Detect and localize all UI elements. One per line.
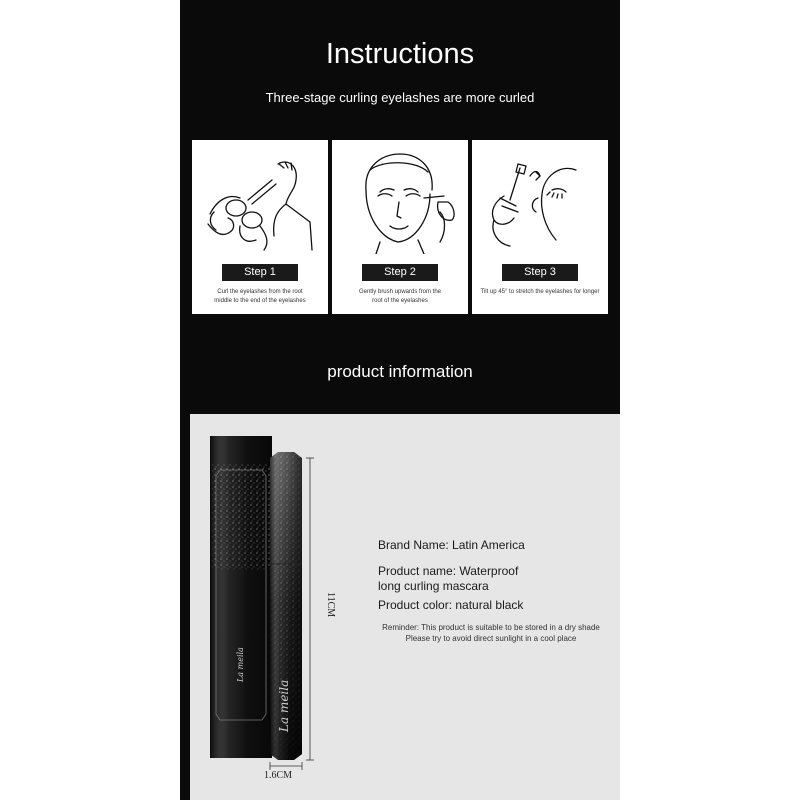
step-card-1 xyxy=(192,140,328,314)
step-3-description: Tilt up 45° to stretch the eyelashes for longer xyxy=(480,289,600,295)
storage-reminder: Reminder: This product is suitable to be stored in a dry shade Please try to avoid direct sunlight in a cool place xyxy=(382,623,600,643)
step-2-label: Step 2 xyxy=(362,264,438,281)
step-2-description: Gently brush upwards from the root of the eyelashes xyxy=(358,289,442,304)
brand-name: Brand Name: Latin America xyxy=(378,538,525,552)
step-1-label: Step 1 xyxy=(222,264,298,281)
step-3-label: Step 3 xyxy=(502,264,578,281)
instructions-panel xyxy=(180,0,620,800)
product-color: Product color: natural black xyxy=(378,598,524,612)
mascara-wand-icon xyxy=(480,146,600,254)
box-brand-text: La meila xyxy=(236,647,245,682)
page-title: Instructions xyxy=(325,38,475,70)
width-dimension: 1.6CM xyxy=(264,770,293,781)
step-1-description: Curl the eyelashes from the root middle to the end of the eyelashes xyxy=(214,289,306,304)
product-info-title: product information xyxy=(327,362,473,381)
step-card-3 xyxy=(472,140,608,314)
tube-brand-text: La meila xyxy=(277,679,291,732)
step-card-2 xyxy=(332,140,468,314)
face-brushing-icon xyxy=(340,146,460,254)
product-info-box xyxy=(190,414,620,800)
height-dimension: 11CM xyxy=(325,592,336,618)
eyelash-curler-icon xyxy=(200,146,320,254)
page-subtitle: Three-stage curling eyelashes are more curled xyxy=(265,90,535,105)
product-name: Product name: Waterproof long curling mascara xyxy=(378,564,519,593)
